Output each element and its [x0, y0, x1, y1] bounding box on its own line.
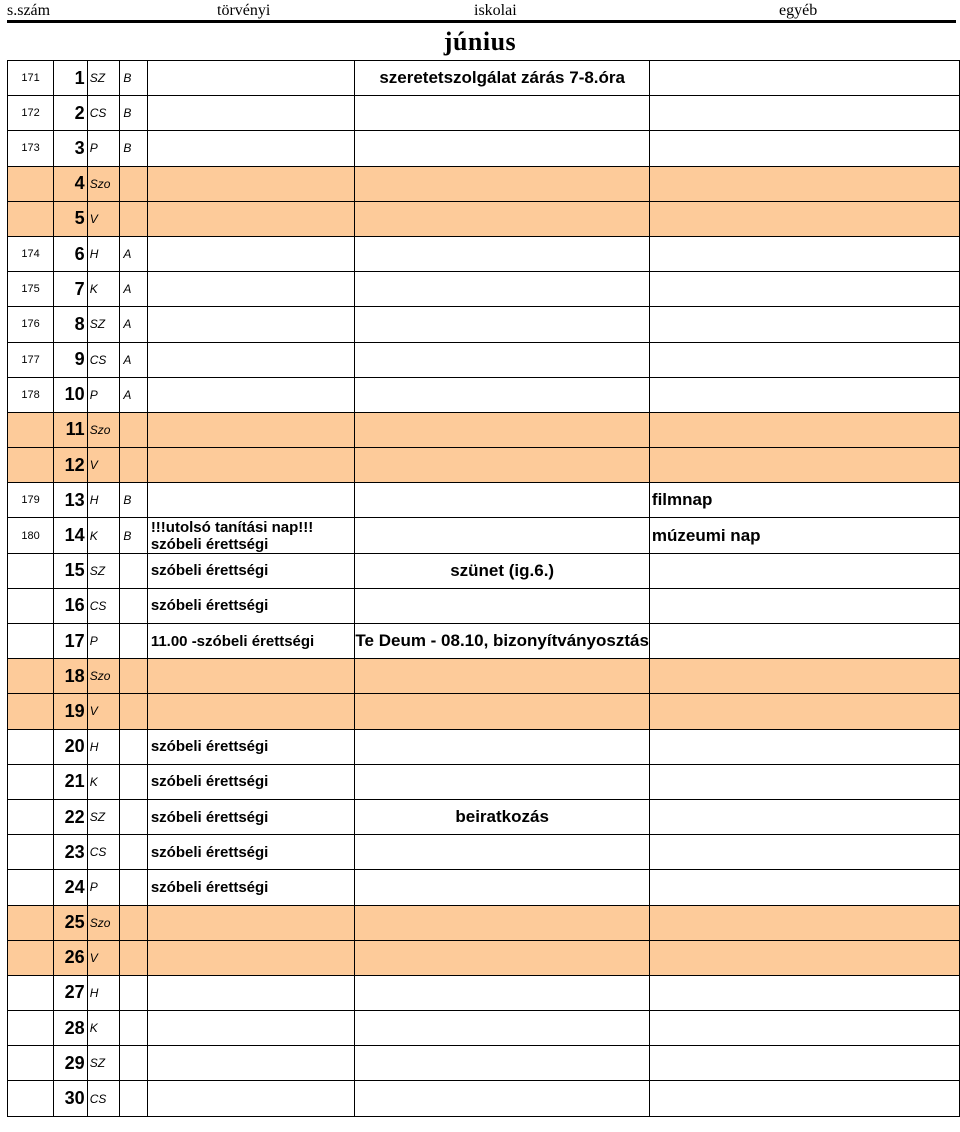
iskolai-cell[interactable]: [355, 835, 650, 870]
day-number[interactable]: 8: [54, 307, 88, 342]
egyeb-cell[interactable]: [649, 61, 959, 96]
week-type[interactable]: [120, 201, 147, 236]
day-row: [8, 588, 960, 623]
school-day-number[interactable]: [8, 799, 54, 834]
torvenyi-cell[interactable]: [147, 448, 355, 483]
iskolai-cell[interactable]: [355, 729, 650, 764]
torvenyi-cell[interactable]: [147, 729, 355, 764]
day-number[interactable]: 13: [54, 483, 88, 518]
weekday-abbrev[interactable]: SZ: [87, 61, 120, 96]
egyeb-cell[interactable]: [649, 131, 959, 166]
weekday-abbrev[interactable]: SZ: [87, 799, 120, 834]
torvenyi-cell[interactable]: [147, 131, 355, 166]
iskolai-cell[interactable]: [355, 96, 650, 131]
week-type[interactable]: [120, 940, 147, 975]
day-number[interactable]: 19: [54, 694, 88, 729]
weekday-abbrev[interactable]: H: [87, 483, 120, 518]
day-number[interactable]: 21: [54, 764, 88, 799]
iskolai-cell[interactable]: [355, 659, 650, 694]
torvenyi-cell[interactable]: [147, 624, 355, 659]
week-type[interactable]: A: [120, 342, 147, 377]
iskolai-cell[interactable]: [355, 518, 650, 553]
torvenyi-text: szóbeli érettségi: [150, 773, 269, 791]
school-day-number[interactable]: 180: [8, 518, 54, 553]
iskolai-text: Te Deum - 08.10, bizonyítványosztás: [355, 631, 649, 651]
week-type[interactable]: [120, 1011, 147, 1046]
school-day-number[interactable]: [8, 940, 54, 975]
day-row: [8, 1046, 960, 1081]
egyeb-cell[interactable]: [649, 659, 959, 694]
iskolai-cell[interactable]: [355, 799, 650, 834]
school-day-number[interactable]: [8, 553, 54, 588]
day-row: [8, 166, 960, 201]
torvenyi-text: 11.00 -szóbeli érettségi: [150, 632, 315, 650]
day-number[interactable]: 1: [54, 61, 88, 96]
calendar-body: [8, 61, 960, 1117]
day-row: [8, 799, 960, 834]
school-day-number[interactable]: 178: [8, 377, 54, 412]
torvenyi-text: szóbeli érettségi: [150, 843, 269, 861]
iskolai-cell[interactable]: [355, 236, 650, 271]
day-row: [8, 764, 960, 799]
week-type[interactable]: [120, 799, 147, 834]
torvenyi-cell[interactable]: [147, 377, 355, 412]
week-type[interactable]: [120, 412, 147, 447]
egyeb-cell[interactable]: filmnap: [649, 483, 959, 518]
week-type[interactable]: B: [120, 96, 147, 131]
week-type[interactable]: A: [120, 272, 147, 307]
egyeb-cell[interactable]: [649, 96, 959, 131]
iskolai-cell[interactable]: [355, 588, 650, 623]
torvenyi-text: szóbeli érettségi: [150, 878, 269, 896]
week-type[interactable]: B: [120, 131, 147, 166]
school-day-number[interactable]: 173: [8, 131, 54, 166]
weekday-abbrev[interactable]: Szo: [87, 659, 120, 694]
week-type[interactable]: [120, 975, 147, 1010]
day-row: [8, 659, 960, 694]
weekday-abbrev[interactable]: CS: [87, 835, 120, 870]
torvenyi-cell[interactable]: [147, 483, 355, 518]
iskolai-cell[interactable]: [355, 201, 650, 236]
school-day-number[interactable]: 171: [8, 61, 54, 96]
day-number[interactable]: 28: [54, 1011, 88, 1046]
weekday-abbrev[interactable]: K: [87, 272, 120, 307]
egyeb-cell[interactable]: [649, 412, 959, 447]
school-day-number[interactable]: 179: [8, 483, 54, 518]
iskolai-cell[interactable]: [355, 61, 650, 96]
iskolai-text: szünet (ig.6.): [450, 560, 555, 580]
day-row: [8, 694, 960, 729]
school-day-number[interactable]: [8, 1081, 54, 1116]
day-number[interactable]: 25: [54, 905, 88, 940]
school-day-number[interactable]: [8, 201, 54, 236]
iskolai-cell[interactable]: [355, 131, 650, 166]
day-row: [8, 975, 960, 1010]
torvenyi-text: !!!utolsó tanítási nap!!!: [150, 518, 314, 536]
weekday-abbrev[interactable]: Szo: [87, 166, 120, 201]
egyeb-cell[interactable]: múzeumi nap: [649, 518, 959, 553]
torvenyi-cell[interactable]: [147, 588, 355, 623]
weekday-abbrev[interactable]: H: [87, 729, 120, 764]
iskolai-cell[interactable]: [355, 553, 650, 588]
iskolai-cell[interactable]: [355, 307, 650, 342]
weekday-abbrev[interactable]: K: [87, 764, 120, 799]
torvenyi-cell[interactable]: [147, 166, 355, 201]
school-day-number[interactable]: 175: [8, 272, 54, 307]
day-number[interactable]: 29: [54, 1046, 88, 1081]
weekday-abbrev[interactable]: Szo: [87, 905, 120, 940]
iskolai-cell[interactable]: [355, 448, 650, 483]
school-day-number[interactable]: 176: [8, 307, 54, 342]
egyeb-cell[interactable]: [649, 1011, 959, 1046]
egyeb-cell[interactable]: [649, 905, 959, 940]
day-number[interactable]: 17: [54, 624, 88, 659]
torvenyi-cell[interactable]: [147, 835, 355, 870]
weekday-abbrev[interactable]: P: [87, 131, 120, 166]
weekday-abbrev[interactable]: H: [87, 236, 120, 271]
day-row: [8, 307, 960, 342]
day-number[interactable]: 3: [54, 131, 88, 166]
torvenyi-cell[interactable]: [147, 764, 355, 799]
day-row: [8, 1081, 960, 1116]
day-row: [8, 272, 960, 307]
week-type[interactable]: [120, 764, 147, 799]
iskolai-cell[interactable]: [355, 905, 650, 940]
day-number[interactable]: 27: [54, 975, 88, 1010]
school-day-number[interactable]: [8, 729, 54, 764]
day-row: [8, 201, 960, 236]
week-type[interactable]: B: [120, 483, 147, 518]
torvenyi-cell[interactable]: [147, 553, 355, 588]
torvenyi-text: szóbeli érettségi: [150, 597, 269, 615]
iskolai-cell[interactable]: [355, 412, 650, 447]
torvenyi-cell[interactable]: [147, 1011, 355, 1046]
day-number[interactable]: 6: [54, 236, 88, 271]
iskolai-cell[interactable]: [355, 483, 650, 518]
day-row: [8, 940, 960, 975]
week-type[interactable]: [120, 448, 147, 483]
week-type[interactable]: [120, 624, 147, 659]
header-sszam: s.szám: [7, 2, 51, 19]
weekday-abbrev[interactable]: SZ: [87, 1046, 120, 1081]
week-type[interactable]: [120, 1046, 147, 1081]
torvenyi-cell[interactable]: [147, 870, 355, 905]
school-day-number[interactable]: [8, 412, 54, 447]
egyeb-cell[interactable]: [649, 377, 959, 412]
day-row: [8, 483, 960, 518]
school-day-number[interactable]: [8, 588, 54, 623]
torvenyi-cell[interactable]: [147, 694, 355, 729]
egyeb-cell[interactable]: [649, 201, 959, 236]
day-row: [8, 61, 960, 96]
header-iskolai: iskolai: [474, 2, 517, 19]
week-type[interactable]: [120, 553, 147, 588]
school-day-number[interactable]: [8, 764, 54, 799]
weekday-abbrev[interactable]: SZ: [87, 553, 120, 588]
egyeb-cell[interactable]: [649, 342, 959, 377]
iskolai-cell[interactable]: [355, 1011, 650, 1046]
week-type[interactable]: [120, 729, 147, 764]
day-row: [8, 518, 960, 553]
iskolai-text: szeretetszolgálat zárás 7-8.óra: [379, 68, 625, 88]
school-day-number[interactable]: [8, 870, 54, 905]
egyeb-cell[interactable]: [649, 1081, 959, 1116]
iskolai-cell[interactable]: [355, 272, 650, 307]
weekday-abbrev[interactable]: K: [87, 1011, 120, 1046]
week-type[interactable]: A: [120, 307, 147, 342]
school-day-number[interactable]: [8, 624, 54, 659]
egyeb-cell[interactable]: [649, 236, 959, 271]
egyeb-cell[interactable]: [649, 1046, 959, 1081]
torvenyi-cell[interactable]: [147, 61, 355, 96]
school-day-number[interactable]: [8, 1046, 54, 1081]
weekday-abbrev[interactable]: CS: [87, 1081, 120, 1116]
egyeb-cell[interactable]: [649, 835, 959, 870]
weekday-abbrev[interactable]: CS: [87, 96, 120, 131]
torvenyi-cell[interactable]: [147, 518, 355, 553]
school-day-number[interactable]: [8, 448, 54, 483]
torvenyi-cell[interactable]: [147, 1046, 355, 1081]
week-type[interactable]: [120, 659, 147, 694]
day-row: [8, 729, 960, 764]
day-number[interactable]: 18: [54, 659, 88, 694]
day-number[interactable]: 15: [54, 553, 88, 588]
week-type[interactable]: B: [120, 518, 147, 553]
day-number[interactable]: 12: [54, 448, 88, 483]
weekday-abbrev[interactable]: SZ: [87, 307, 120, 342]
egyeb-cell[interactable]: [649, 272, 959, 307]
torvenyi-cell[interactable]: [147, 342, 355, 377]
week-type[interactable]: [120, 870, 147, 905]
egyeb-cell[interactable]: [649, 729, 959, 764]
school-day-number[interactable]: [8, 166, 54, 201]
egyeb-cell[interactable]: [649, 166, 959, 201]
week-type[interactable]: [120, 835, 147, 870]
day-row: [8, 96, 960, 131]
torvenyi-text: szóbeli érettségi: [150, 562, 269, 580]
weekday-abbrev[interactable]: K: [87, 518, 120, 553]
torvenyi-cell[interactable]: [147, 659, 355, 694]
weekday-abbrev[interactable]: H: [87, 975, 120, 1010]
iskolai-cell[interactable]: [355, 694, 650, 729]
day-number[interactable]: 2: [54, 96, 88, 131]
school-day-number[interactable]: [8, 1011, 54, 1046]
calendar-table: [7, 60, 960, 1117]
weekday-abbrev[interactable]: P: [87, 377, 120, 412]
day-row: [8, 870, 960, 905]
iskolai-text: beiratkozás: [455, 807, 549, 827]
iskolai-cell[interactable]: [355, 377, 650, 412]
torvenyi-cell[interactable]: [147, 412, 355, 447]
egyeb-cell[interactable]: [649, 764, 959, 799]
iskolai-cell[interactable]: [355, 1046, 650, 1081]
iskolai-cell[interactable]: [355, 975, 650, 1010]
month-title: június: [443, 27, 517, 56]
day-row: [8, 342, 960, 377]
day-number[interactable]: 5: [54, 201, 88, 236]
weekday-abbrev[interactable]: P: [87, 624, 120, 659]
torvenyi-cell[interactable]: [147, 236, 355, 271]
school-day-number[interactable]: [8, 975, 54, 1010]
egyeb-cell[interactable]: [649, 694, 959, 729]
weekday-abbrev[interactable]: V: [87, 694, 120, 729]
iskolai-cell[interactable]: [355, 624, 650, 659]
weekday-abbrev[interactable]: Szo: [87, 412, 120, 447]
school-day-number[interactable]: [8, 659, 54, 694]
header-torvenyi: törvényi: [217, 2, 271, 19]
iskolai-cell[interactable]: [355, 764, 650, 799]
weekday-abbrev[interactable]: CS: [87, 342, 120, 377]
egyeb-cell[interactable]: [649, 799, 959, 834]
iskolai-cell[interactable]: [355, 166, 650, 201]
week-type[interactable]: [120, 905, 147, 940]
torvenyi-text: szóbeli érettségi: [150, 808, 269, 826]
day-row: [8, 553, 960, 588]
week-type[interactable]: [120, 166, 147, 201]
day-number[interactable]: 9: [54, 342, 88, 377]
day-number[interactable]: 26: [54, 940, 88, 975]
weekday-abbrev[interactable]: V: [87, 448, 120, 483]
school-day-number[interactable]: 174: [8, 236, 54, 271]
torvenyi-cell[interactable]: [147, 940, 355, 975]
school-day-number[interactable]: [8, 694, 54, 729]
day-number[interactable]: 30: [54, 1081, 88, 1116]
week-type[interactable]: [120, 1081, 147, 1116]
day-row: [8, 624, 960, 659]
torvenyi-cell[interactable]: [147, 307, 355, 342]
iskolai-cell[interactable]: [355, 940, 650, 975]
egyeb-cell[interactable]: [649, 975, 959, 1010]
egyeb-cell[interactable]: [649, 624, 959, 659]
day-row: [8, 377, 960, 412]
torvenyi-cell[interactable]: [147, 799, 355, 834]
day-number[interactable]: 11: [54, 412, 88, 447]
torvenyi-cell[interactable]: [147, 1081, 355, 1116]
school-day-number[interactable]: 177: [8, 342, 54, 377]
day-row: [8, 131, 960, 166]
egyeb-cell[interactable]: [649, 940, 959, 975]
torvenyi-cell[interactable]: [147, 905, 355, 940]
day-number[interactable]: 24: [54, 870, 88, 905]
iskolai-cell[interactable]: [355, 1081, 650, 1116]
day-number[interactable]: 20: [54, 729, 88, 764]
header-egyeb: egyéb: [779, 2, 818, 19]
day-row: [8, 835, 960, 870]
school-day-number[interactable]: [8, 905, 54, 940]
day-number[interactable]: 16: [54, 588, 88, 623]
day-number[interactable]: 22: [54, 799, 88, 834]
weekday-abbrev[interactable]: V: [87, 940, 120, 975]
torvenyi-text-2: szóbeli érettségi: [150, 535, 269, 553]
week-type[interactable]: A: [120, 377, 147, 412]
torvenyi-cell[interactable]: [147, 201, 355, 236]
week-type[interactable]: B: [120, 61, 147, 96]
egyeb-cell[interactable]: [649, 553, 959, 588]
header-rule: [7, 20, 956, 23]
day-number[interactable]: 14: [54, 518, 88, 553]
day-row: [8, 412, 960, 447]
day-number[interactable]: 7: [54, 272, 88, 307]
torvenyi-cell[interactable]: [147, 96, 355, 131]
day-row: [8, 236, 960, 271]
day-row: [8, 1011, 960, 1046]
week-type[interactable]: [120, 694, 147, 729]
weekday-abbrev[interactable]: CS: [87, 588, 120, 623]
week-type[interactable]: A: [120, 236, 147, 271]
egyeb-cell[interactable]: [649, 588, 959, 623]
week-type[interactable]: [120, 588, 147, 623]
egyeb-cell[interactable]: [649, 870, 959, 905]
day-row: [8, 905, 960, 940]
day-number[interactable]: 23: [54, 835, 88, 870]
day-number[interactable]: 4: [54, 166, 88, 201]
iskolai-cell[interactable]: [355, 870, 650, 905]
torvenyi-text: szóbeli érettségi: [150, 738, 269, 756]
school-day-number[interactable]: [8, 835, 54, 870]
day-row: [8, 448, 960, 483]
weekday-abbrev[interactable]: P: [87, 870, 120, 905]
egyeb-cell[interactable]: [649, 448, 959, 483]
torvenyi-cell[interactable]: [147, 272, 355, 307]
school-day-number[interactable]: 172: [8, 96, 54, 131]
iskolai-cell[interactable]: [355, 342, 650, 377]
torvenyi-cell[interactable]: [147, 975, 355, 1010]
weekday-abbrev[interactable]: V: [87, 201, 120, 236]
day-number[interactable]: 10: [54, 377, 88, 412]
egyeb-cell[interactable]: [649, 307, 959, 342]
